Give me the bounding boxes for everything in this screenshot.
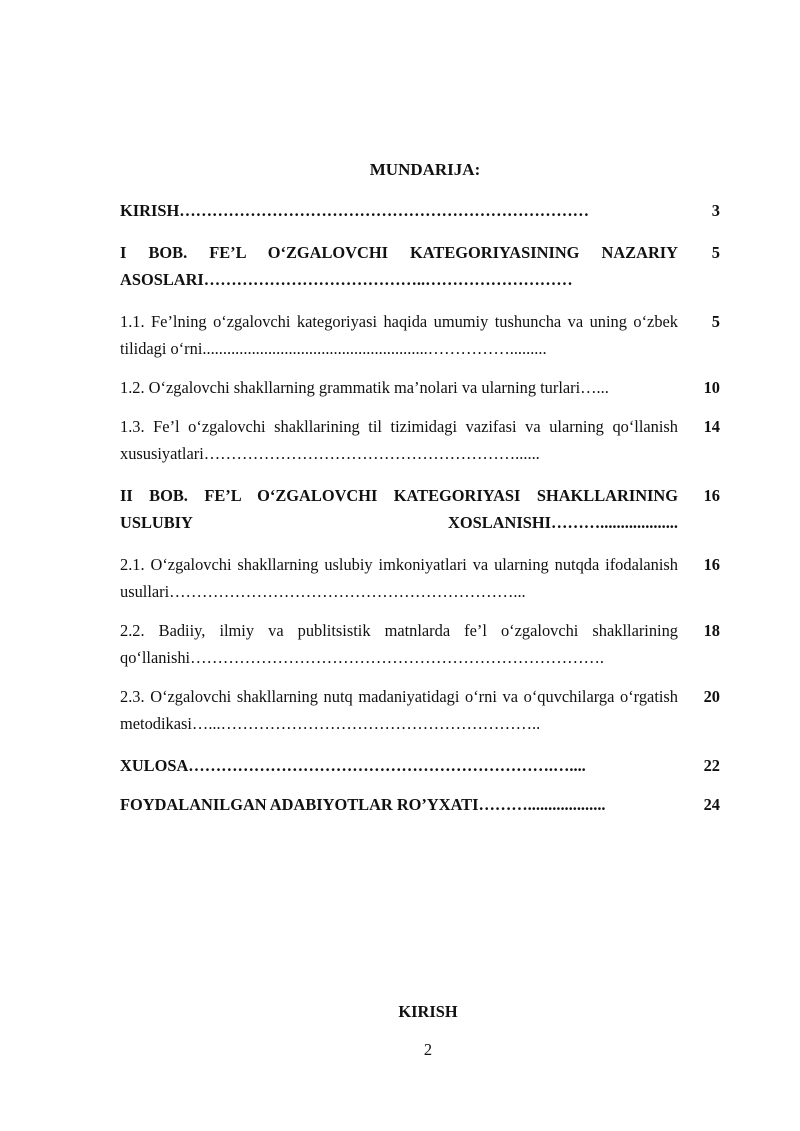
toc-entry-label: KIRISH………………………………………………………………… <box>120 201 589 220</box>
toc-entry-label: 2.1. O‘zgalovchi shakllarning uslubiy imkoniyatlari va ularning nutqda ifodalanish usullari………………………………………………………... <box>120 555 678 601</box>
toc-entry-page: 24 <box>703 795 720 814</box>
toc-entry-page: 3 <box>711 201 720 220</box>
toc-entry-label: FOYDALANILGAN ADABIYOTLAR RO’YXATI………................... <box>120 795 606 814</box>
toc-entry-label: 1.2. O‘zgalovchi shakllarning grammatik ma’nolari va ularning turlari…... <box>120 378 609 397</box>
toc-entry-page: 16 <box>703 486 720 505</box>
toc-entry-page: 5 <box>711 312 720 331</box>
toc-entry-label: II BOB. FE’L O‘ZGALOVCHI KATEGORIYASI SHAKLLARINING USLUBIY XOSLANISHI………................... <box>120 486 678 532</box>
toc-entry-section-1-3 <box>120 413 720 467</box>
toc-entry-label: 2.3. O‘zgalovchi shakllarning nutq madaniyatidagi o‘rni va o‘quvchilarga o‘rgatish metodikasi…...………………………………………………….. <box>120 687 678 733</box>
toc-entry-page: 10 <box>703 378 720 397</box>
page-title: MUNDARIJA: <box>369 160 481 179</box>
toc-entry-section-1-2 <box>120 374 720 401</box>
toc-entry-label: 1.3. Fe’l o‘zgalovchi shakllarining til tizimidagi vazifasi va ularning qo‘llanish xususiyatlari…………………………………………………...... <box>120 417 678 463</box>
table-of-contents <box>120 197 720 818</box>
toc-entry-section-2-1 <box>120 551 720 605</box>
page-number: 2 <box>423 1040 433 1059</box>
toc-entry-chapter-1 <box>120 239 720 293</box>
section-heading-kirish: KIRISH <box>398 1002 458 1021</box>
toc-entry-label: XULOSA………………………………………………………….….... <box>120 756 586 775</box>
toc-entry-kirish <box>120 197 720 224</box>
toc-entry-page: 18 <box>703 621 720 640</box>
toc-entry-references <box>120 791 720 818</box>
toc-entry-label: 2.2. Badiiy, ilmiy va publitsistik matnlarda fe’l o‘zgalovchi shakllarining qo‘llanishi…………………………………………………………………. <box>120 621 678 667</box>
toc-entry-section-2-2 <box>120 617 720 671</box>
toc-entry-page: 22 <box>703 756 720 775</box>
toc-entry-xulosa <box>120 752 720 779</box>
toc-entry-section-1-1 <box>120 308 720 362</box>
toc-entry-label: I BOB. FE’L O‘ZGALOVCHI KATEGORIYASINING NAZARIY ASOSLARI…………………………………..……………………… <box>120 243 678 289</box>
toc-entry-page: 5 <box>711 243 720 262</box>
toc-entry-section-2-3 <box>120 683 720 737</box>
toc-entry-label: 1.1. Fe’lning o‘zgalovchi kategoriyasi haqida umumiy tushuncha va uning o‘zbek tilidagi o‘rni.......................................................……………......... <box>120 312 678 358</box>
toc-entry-page: 20 <box>703 687 720 706</box>
toc-entry-chapter-2 <box>120 482 720 536</box>
toc-entry-page: 16 <box>703 555 720 574</box>
toc-entry-page: 14 <box>703 417 720 436</box>
